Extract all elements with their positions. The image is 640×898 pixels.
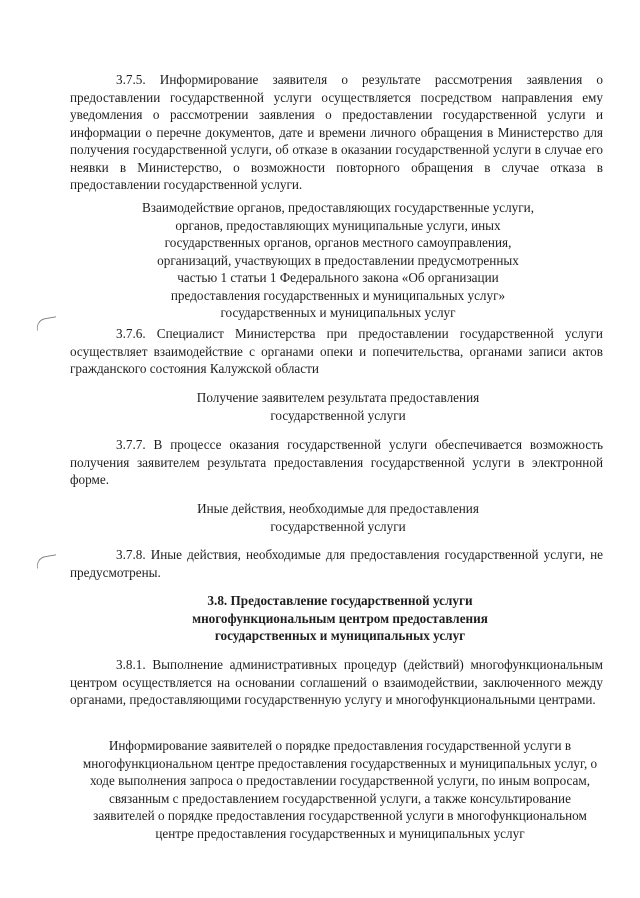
heading-interaction: Взаимодействие органов, предоставляющих государственные услуги, органов, предоставляющих муниципальные услуги, иных государственных органов, органов местного самоуправления, организаций, участвующих в предоставлении предусмотренных частью 1 статьи 1 Федерального закона «Об организации предоставления государственных и муниципальных услуг» государственных и муниципальных услуг — [141, 200, 535, 320]
paragraph-3-7-6: 3.7.6. Специалист Министерства при предоставлении государственной услуги осуществляет взаимодействие с органами опеки и попечительства, органами записи актов гражданского состояния Калужской области — [70, 326, 603, 376]
margin-mark-2 — [35, 554, 58, 568]
margin-mark-1 — [35, 316, 58, 330]
paragraph-3-7-7: 3.7.7. В процессе оказания государственной услуги обеспечивается возможность получения заявителем результата предоставления государственной услуги в электронной форме. — [70, 437, 603, 487]
section-heading-3-8: 3.8. Предоставление государственной услуги многофункциональным центром предоставления государственных и муниципальных услуг — [192, 593, 488, 643]
heading-other-actions: Иные действия, необходимые для предоставления государственной услуги — [197, 501, 479, 534]
paragraph-3-8-1: 3.8.1. Выполнение административных процедур (действий) многофункциональным центром осуществляется на основании соглашений о взаимодействии, заключенного между органами, предоставляющими государственную услугу и многофункциональными центрами. — [70, 657, 603, 707]
paragraph-3-7-5: 3.7.5. Информирование заявителя о результате рассмотрения заявления о предоставлении государственной услуги осуществляется посредством направления ему уведомления о рассмотрении заявления о предоставлении государственной услуги и информации о перечне документов, дате и времени личного обращения в Министерство для получения государственной услуги, об отказе в оказании государственной услуги в случае его неявки в Министерство, о возможности повторного обращения в случае отказа в предоставлении государственной услуги. — [70, 72, 603, 192]
heading-result: Получение заявителем результата предоставления государственной услуги — [196, 390, 480, 423]
heading-informing: Информирование заявителей о порядке предоставления государственной услуги в многофункциональном центре предоставления государственных и муниципальных услуг, о ходе выполнения запроса о предоставлении государственной услуги, по иным вопросам, связанным с предоставлением государственной услуги, а также консультирование заявителей о порядке предоставления государственной услуги в многофункциональном центре предоставления государственных и муниципальных услуг — [82, 738, 598, 841]
paragraph-3-7-8: 3.7.8. Иные действия, необходимые для предоставления государственной услуги, не предусмотрены. — [70, 547, 603, 580]
